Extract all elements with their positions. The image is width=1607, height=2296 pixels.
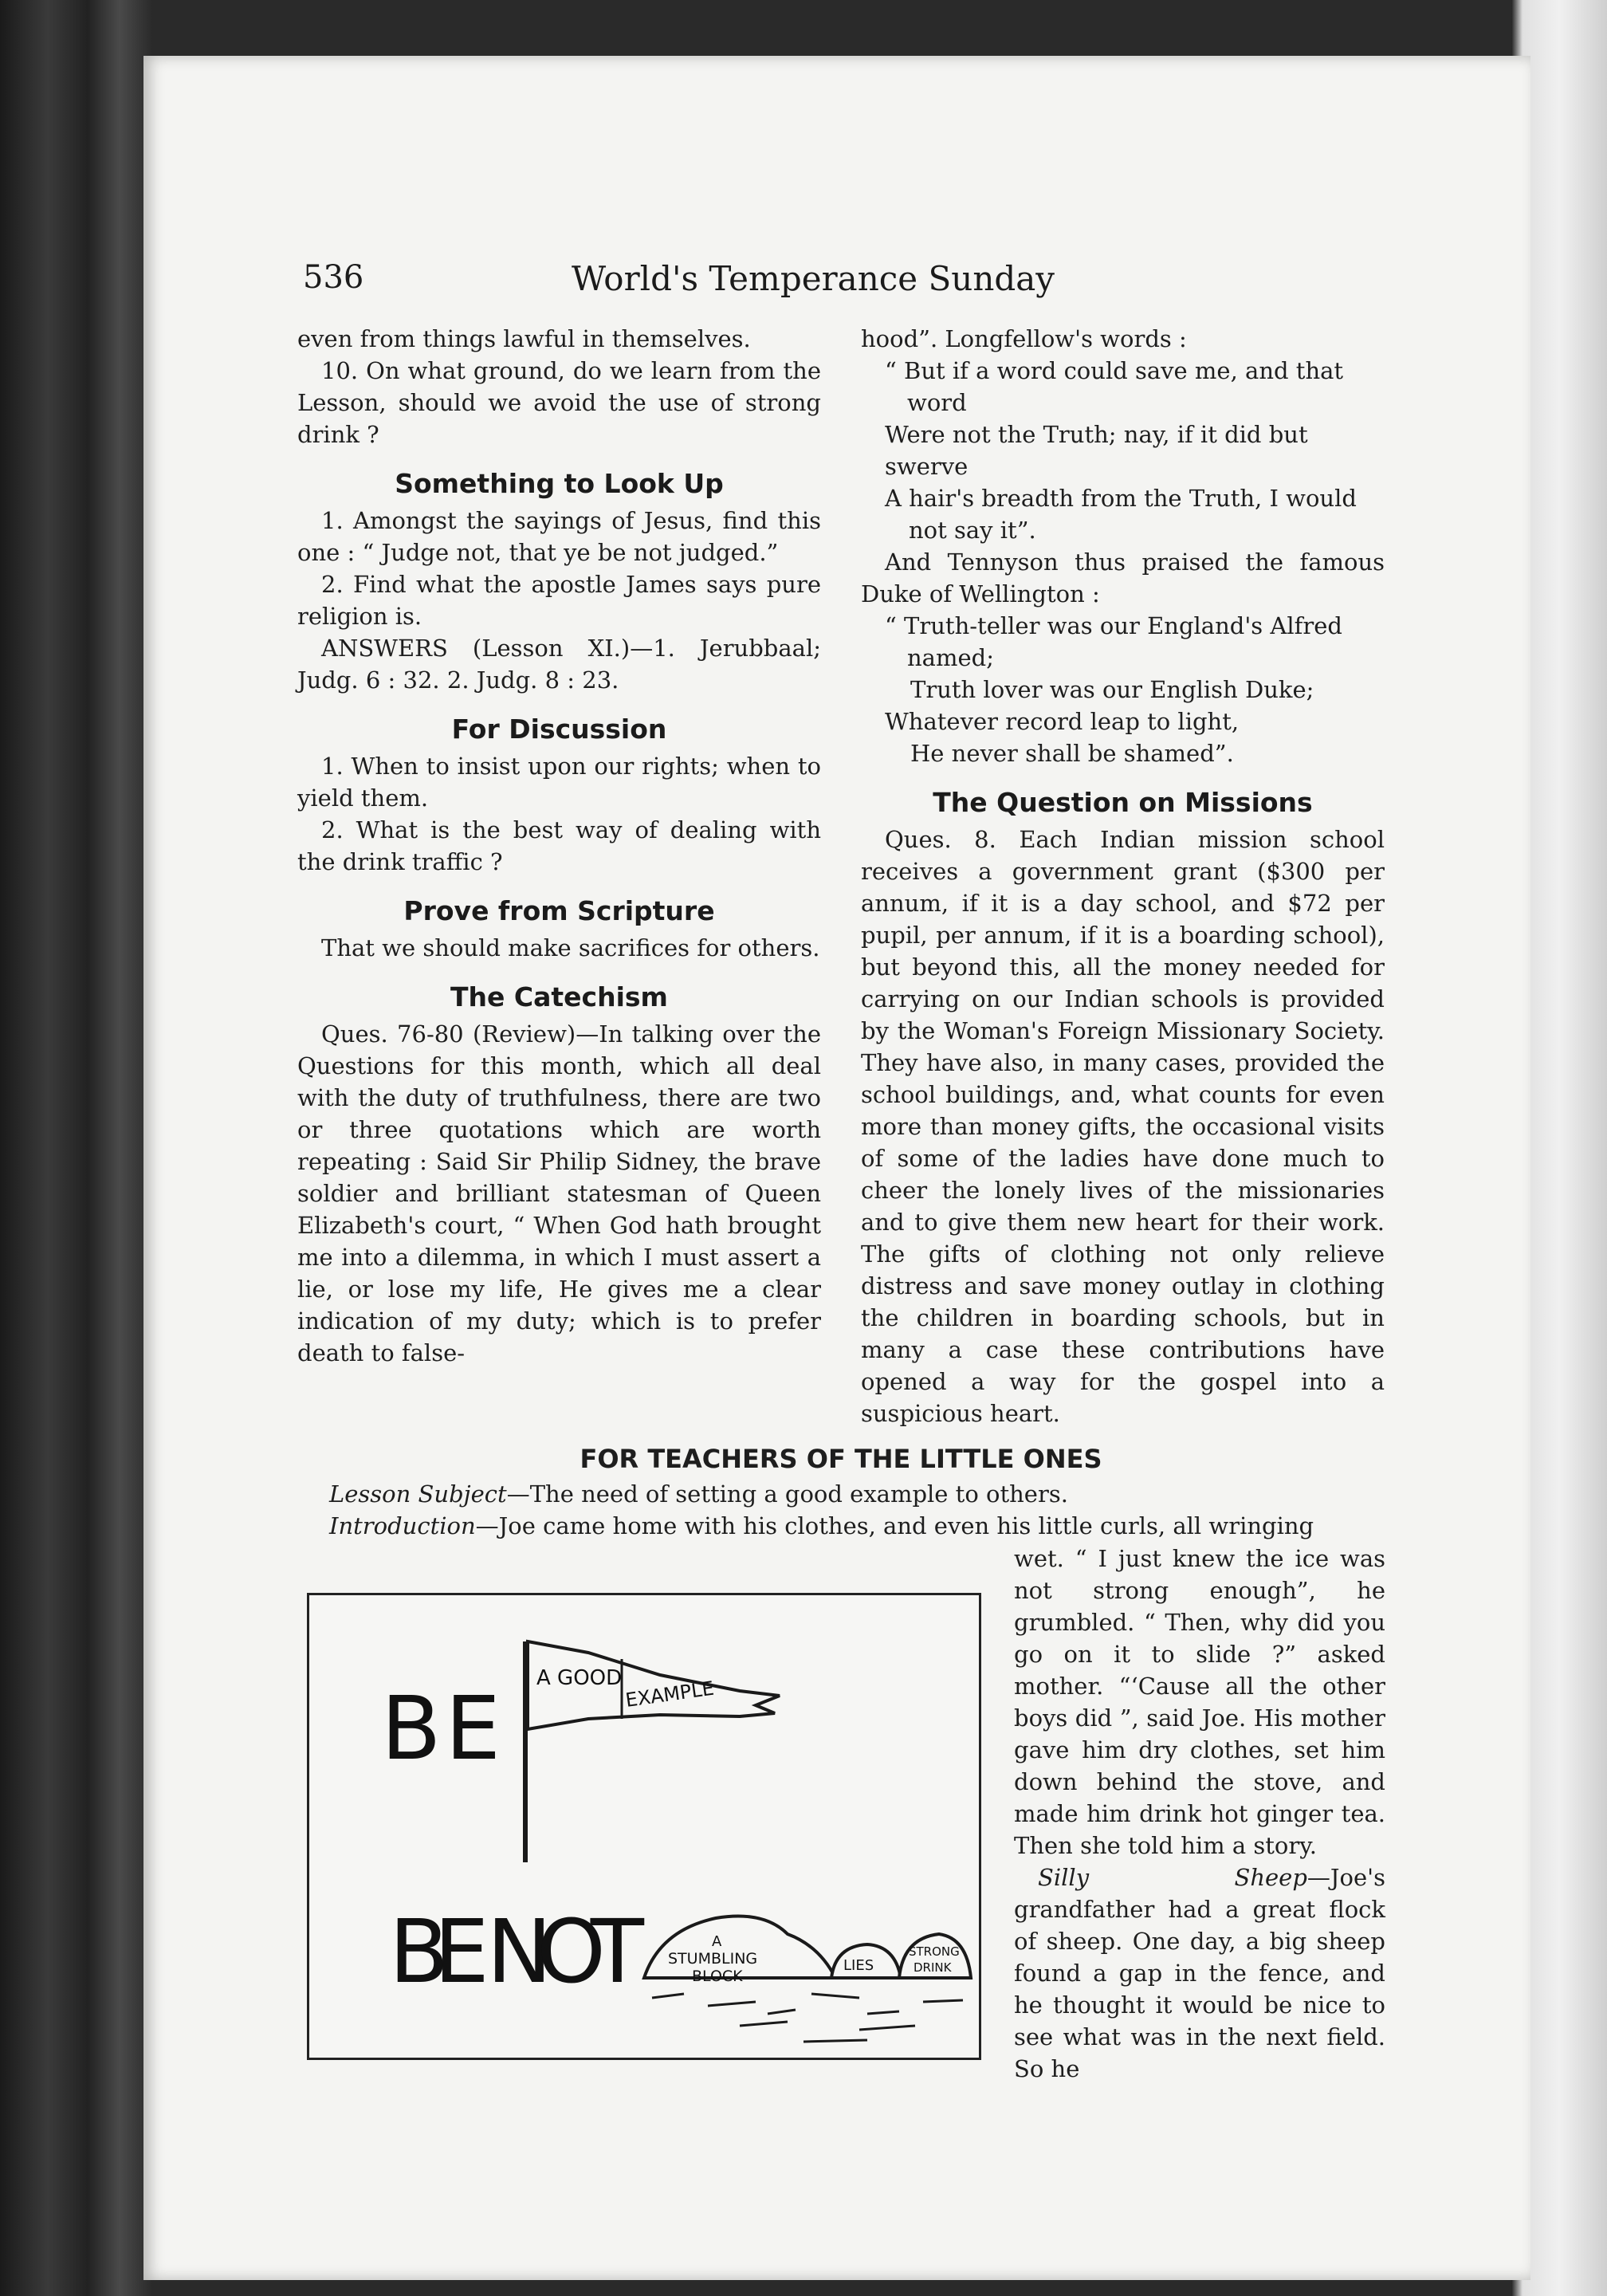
heading-the-catechism: The Catechism (450, 981, 668, 1012)
flag-text-a-good: A GOOD (536, 1666, 623, 1690)
rock-text-a: A (712, 1933, 722, 1950)
verse-line: He never shall be shamed”. (910, 740, 1234, 767)
paragraph: even from things lawful in themselves. (297, 325, 751, 352)
answers-paragraph: ANSWERS (Lesson XI.)—1. Jerubbaal; Judg. 6 : 32. 2. Judg. 8 : 23. (297, 635, 821, 694)
be-good-example-illustration (307, 1593, 981, 2060)
paragraph: 2. Find what the apostle James says pure religion is. (297, 571, 821, 630)
lesson-story-column (1014, 1543, 1385, 2085)
rock-text-drink: DRINK (914, 1960, 952, 1975)
verse-line: Were not the Truth; nay, if it did but swerve (885, 421, 1308, 480)
rock-text-stumbling: STUMBLING (668, 1950, 758, 1968)
paragraph: 10. On what ground, do we learn from the Lesson, should we avoid the use of strong drink ? (297, 357, 821, 448)
book-edge-left (0, 0, 151, 2296)
page-header (143, 259, 1530, 307)
heading-prove-from-scripture: Prove from Scripture (403, 895, 715, 926)
paragraph: 1. Amongst the sayings of Jesus, find this one : “ Judge not, that ye be not judged.” (297, 507, 821, 566)
paragraph: That we should make sacrifices for others. (321, 934, 820, 961)
running-title: World's Temperance Sunday (571, 259, 1055, 298)
silly-sheep-label: Silly Sheep (1038, 1864, 1307, 1891)
rock-text-block: BLOCK (692, 1968, 743, 1985)
text-be-not: BE NOT (389, 1901, 644, 2003)
text-be: BE (381, 1677, 501, 1779)
left-column (297, 323, 821, 1369)
book-page (143, 56, 1530, 2280)
paragraph: Ques. 76-80 (Review)—In talking over the Questions for this month, which all deal with the duty of truthfulness, there are two or three quotations which are worth repeating : Said Sir Philip Sidney, the brave soldier and brilliant statesman of Queen Elizabeth's court, “ When God hath brought me into a dilemma, in which I must assert a lie, or lose my life, He gives me a clear indication of my duty; which is to prefer death to false- (297, 1020, 821, 1366)
paragraph: And Tennyson thus praised the famous Duke of Wellington : (861, 548, 1385, 607)
page-number: 536 (303, 259, 364, 296)
silly-sheep-text: —Joe's grandfather had a great flock of sheep. One day, a big sheep found a gap in the fence, and he thought it would be nice to see what was in the next field. So he (1014, 1864, 1385, 2082)
introduction-text: —Joe came home with his clothes, and even his little curls, all wringing (475, 1512, 1314, 1539)
introduction-label: Introduction (329, 1512, 476, 1539)
teachers-title: FOR TEACHERS OF THE LITTLE ONES (580, 1444, 1102, 1474)
lesson-subject-label: Lesson Subject (329, 1480, 507, 1508)
paragraph: hood”. Longfellow's words : (861, 325, 1187, 352)
heading-for-discussion: For Discussion (451, 714, 667, 745)
paragraph: wet. “ I just knew the ice was not strong enough”, he grumbled. “ Then, why did you go on it to slide ?” asked mother. “‘Cause all the other boys did ”, said Joe. His mother gave him dry clothes, set him down behind the stove, and made him drink hot ginger tea. Then she told him a story. (1014, 1545, 1385, 1859)
heading-question-on-missions: The Question on Missions (933, 787, 1313, 818)
rock-text-strong: STRONG (909, 1944, 960, 1959)
verse-line: “ Truth-teller was our England's Alfred named; (885, 612, 1342, 671)
rock-text-lies: LIES (843, 1957, 874, 1974)
right-column (861, 323, 1385, 1429)
verse-line: Whatever record leap to light, (885, 708, 1240, 735)
lesson-subject-text: —The need of setting a good example to others. (506, 1480, 1068, 1508)
paragraph: 2. What is the best way of dealing with the drink traffic ? (297, 816, 821, 875)
teachers-section (297, 1443, 1385, 1542)
paragraph: Ques. 8. Each Indian mission school receives a government grant ($300 per annum, if it is a day school, and $72 per pupil, per annum, if it is a boarding school), but beyond this, all the money needed for carrying on our Indian schools is provided by the Woman's Foreign Missionary Society. They have also, in many cases, provided the school buildings, and, what counts for even more than money gifts, the occasional visits of some of the ladies have done much to cheer the lonely lives of the missionaries and to give them new heart for their work. The gifts of clothing not only relieve distress and save money outlay in clothing the children in boarding schools, but in many a case these contributions have opened a way for the gospel into a suspicious heart. (861, 826, 1385, 1427)
ground-strokes (652, 1994, 963, 2042)
illustration-drawing (309, 1595, 979, 2058)
verse-line: “ But if a word could save me, and that word (885, 357, 1344, 416)
paragraph: 1. When to insist upon our rights; when to yield them. (297, 753, 821, 812)
verse-line: Truth lover was our English Duke; (910, 676, 1314, 703)
heading-something-to-look-up: Something to Look Up (395, 468, 724, 499)
flag-text-example: EXAMPLE (623, 1677, 716, 1712)
verse-line: A hair's breadth from the Truth, I would not say it”. (885, 485, 1357, 544)
